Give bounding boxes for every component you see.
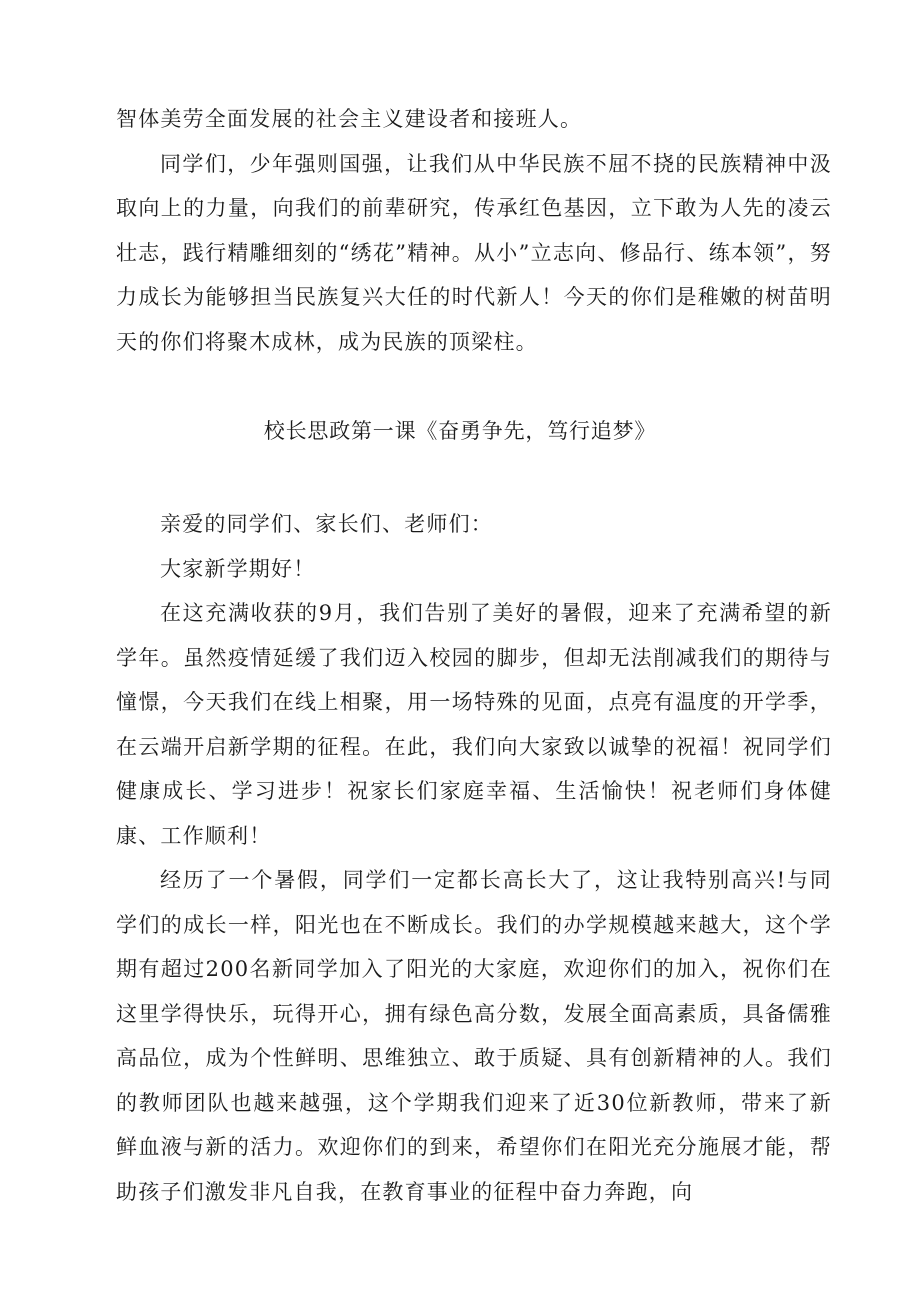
- paragraph-growth: 经历了一个暑假，同学们一定都长高长大了，这让我特别高兴!与同学们的成长一样，阳光也在不断成长。我们的办学规模越来越大，这个学期有超过200名新同学加入了阳光的大家庭，欢迎你们的加入，祝你们在这里学得快乐，玩得开心，拥有绿色高分数，发展全面高素质，具备儒雅高品位，成为个性鲜明、思维独立、敢于质疑、具有创新精神的人。我们的教师团队也越来越强，这个学期我们迎来了近30位新教师，带来了新鲜血液与新的活力。欢迎你们的到来，希望你们在阳光充分施展才能，帮助孩子们激发非凡自我，在教育事业的征程中奋力奔跑，向: [116, 868, 832, 1204]
- greeting: 大家新学期好！: [160, 556, 316, 581]
- speech-body: [116, 502, 832, 1214]
- paragraph-closing: 同学们，少年强则国强，让我们从中华民族不屈不挠的民族精神中汲取向上的力量，向我们的前辈研究，传承红色基因，立下敢为人先的凌云壮志，践行精雕细刻的“绣花”精神。从小”立志向、修品行、练本领”，努力成长为能够担当民族复兴大任的时代新人！今天的你们是稚嫩的树苗明天的你们将聚木成林，成为民族的顶梁柱。: [116, 151, 832, 354]
- continued-text-section: [116, 97, 832, 364]
- paragraph-opening: 在这充满收获的9月，我们告别了美好的暑假，迎来了充满希望的新学年。虽然疫情延缓了我们迈入校园的脚步，但却无法削减我们的期待与憧憬，今天我们在线上相聚，用一场特殊的见面，点亮有温度的开学季，在云端开启新学期的征程。在此，我们向大家致以诚挚的祝福！祝同学们健康成长、学习进步！祝家长们家庭幸福、生活愉快！祝老师们身体健康、工作顺利！: [116, 601, 832, 848]
- section-title: 校长思政第一课《奋勇争先，笃行追梦》: [263, 419, 657, 443]
- paragraph-continuation: 智体美劳全面发展的社会主义建设者和接班人。: [116, 107, 583, 131]
- salutation: 亲爱的同学们、家长们、老师们：: [160, 512, 493, 536]
